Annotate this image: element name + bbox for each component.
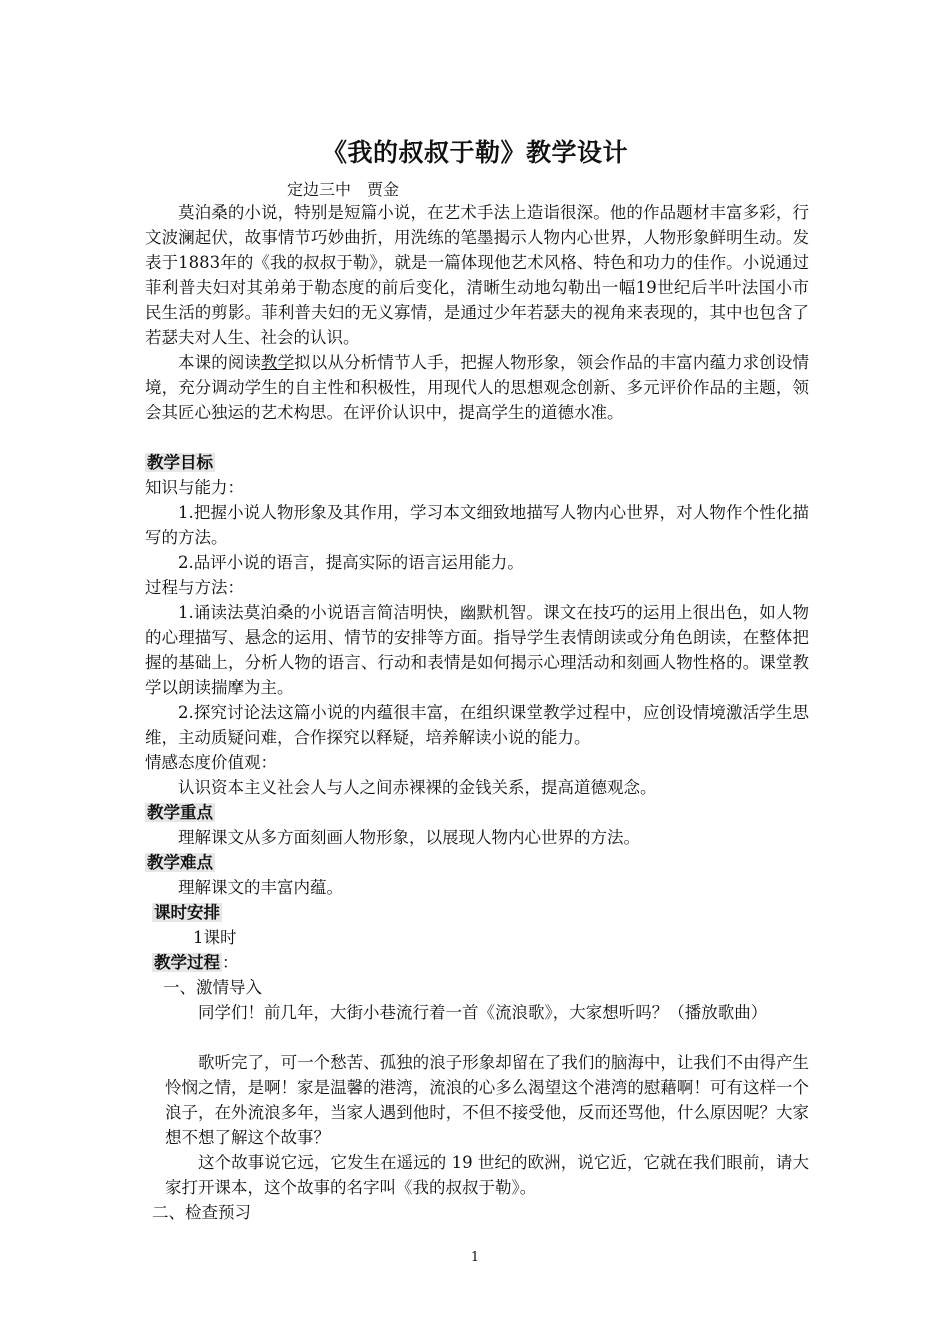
intro-paragraph-2: 本课的阅读教学拟以从分析情节人手，把握人物形象，领会作品的丰富内蕴力求创设情境，充分调动学生的自主性和积极性，用现代人的思想观念创新、多元评价作品的主题，领会其匠心独运的艺术构思。在评价认识中，提高学生的道德水准。 [145,353,810,422]
intro-paragraph: 莫泊桑的小说，特别是短篇小说，在艺术手法上造诣很深。他的作品题材丰富多彩，行文波澜起伏，故事情节巧妙曲折，用洗练的笔墨揭示人物内心世界，人物形象鲜明生动。发表于1883年的《我的叔叔于勒》，就是一篇体现他艺术风格、特色和功力的佳作。小说通过菲利普夫妇对其弟弟于勒态度的前后变化，清晰生动地勾勒出一幅19世纪后半叶法国小市民生活的剪影。菲利普夫妇的无义寡情，是通过少年若瑟夫的视角来表现的，其中也包含了若瑟夫对人生、社会的认识。 [145,203,809,347]
schedule-text: 1课时 [193,928,237,947]
author-line: 定边三中 贾金 [287,180,400,199]
process-method-item-1: 1.诵读法莫泊桑的小说语言简洁明快，幽默机智。课文在技巧的运用上很出色，如人物的心理描写、悬念的运用、情节的安排等方面。指导学生表情朗读或分角色朗读，在整体把握的基础上，分析人物的语言、行动和表情是如何揭示心理活动和刻画人物性格的。课堂教学以朗读揣摩为主。 [145,603,809,697]
difficulty-text: 理解课文的丰富内蕴。 [178,878,343,897]
schedule-heading: 课时安排 [154,903,220,922]
emotion-item-1: 认识资本主义社会人与人之间赤裸裸的金钱关系，提高道德观念。 [178,778,657,797]
teaching-process-heading: 教学过程 ： [154,953,239,972]
key-point-heading: 教学重点 [147,803,213,822]
intro-step-paragraph-2: 歌听完了，可一个愁苦、孤独的浪子形象却留在了我们的脑海中，让我们不由得产生怜悯之情，是啊！家是温馨的港湾，流浪的心多么渴望这个港湾的慰藉啊！可有这样一个浪子，在外流浪多年，当家人遇到他时，不但不接受他，反而还骂他，什么原因呢？大家想不想了解这个故事？ [165,1053,809,1147]
process-method-item-2: 2.探究讨论法这篇小说的内蕴很丰富，在组织课堂教学过程中，应创设情境激活学生思维，主动质疑问难，合作探究以释疑，培养解读小说的能力。 [145,703,809,747]
knowledge-item-1: 1.把握小说人物形象及其作用，学习本文细致地描写人物内心世界，对人物作个性化描写的方法。 [145,503,809,547]
emotion-label: 情感态度价值观： [145,753,277,772]
intro-step-paragraph-3: 这个故事说它远，它发生在遥远的 19 世纪的欧洲，说它近，它就在我们眼前，请大家打开课本，这个故事的名字叫《我的叔叔于勒》。 [165,1153,809,1197]
knowledge-item-2: 2.品评小说的语言，提高实际的语言运用能力。 [178,553,524,572]
difficulty-heading: 教学难点 [147,853,213,872]
key-point-text: 理解课文从多方面刻画人物形象，以展现人物内心世界的方法。 [178,828,640,847]
step-2-heading: 二、检查预习 [152,1203,251,1222]
knowledge-label: 知识与能力： [145,478,244,497]
document-title: 《我的叔叔于勒》教学设计 [321,138,628,167]
intro-step-paragraph-1: 同学们！前几年，大街小巷流行着一首《流浪歌》，大家想听吗？（播放歌曲） [198,1003,768,1022]
step-1-heading: 一、激情导入 [163,978,262,997]
process-method-label: 过程与方法： [145,578,244,597]
objectives-heading: 教学目标 [147,453,213,472]
underlined-word: 教学 [261,353,295,372]
page-number: 1 [470,1250,480,1265]
